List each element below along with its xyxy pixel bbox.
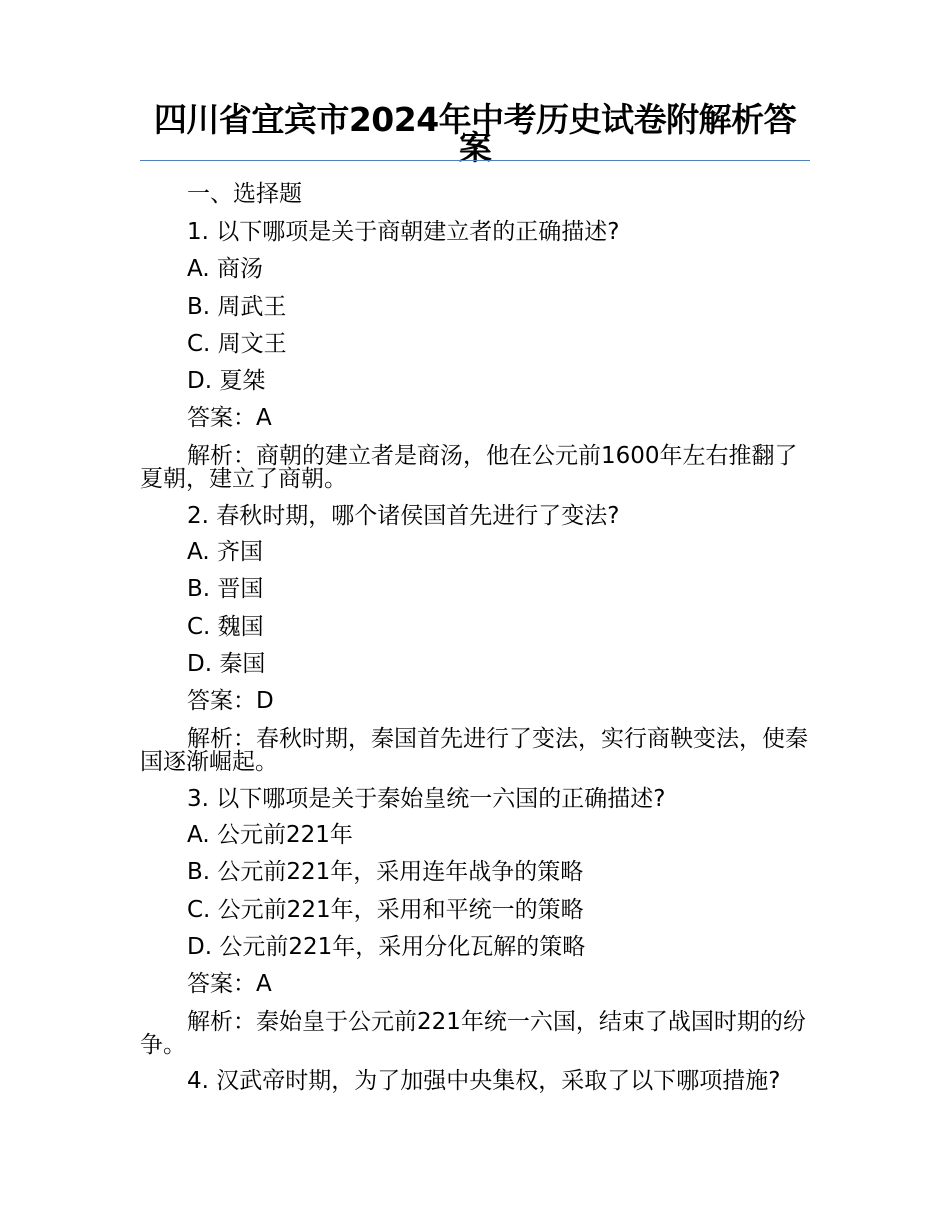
answer-option: D. 秦国 (187, 651, 266, 677)
document-title: 四川省宜宾市2024年中考历史试卷附解析答案 (153, 100, 797, 167)
answer-key: 答案：D (187, 688, 274, 714)
analysis-text: 解析：秦始皇于公元前221年统一六国，结束了战国时期的纷争。 (140, 1009, 806, 1058)
analysis-text: 解析：春秋时期，秦国首先进行了变法，实行商鞅变法，使秦国逐渐崛起。 (140, 726, 808, 775)
question-stem: 2. 春秋时期，哪个诸侯国首先进行了变法? (187, 503, 620, 529)
answer-option: A. 商汤 (187, 256, 263, 282)
answer-option: C. 魏国 (187, 614, 264, 640)
answer-option: B. 公元前221年，采用连年战争的策略 (187, 859, 584, 885)
section-heading: 一、选择题 (187, 181, 302, 207)
answer-option: C. 周文王 (187, 331, 287, 357)
answer-option: B. 晋国 (187, 576, 264, 602)
question-stem: 1. 以下哪项是关于商朝建立者的正确描述? (187, 219, 620, 245)
answer-key: 答案：A (187, 971, 272, 997)
answer-option: A. 公元前221年 (187, 822, 353, 848)
answer-key: 答案：A (187, 405, 272, 431)
answer-option: B. 周武王 (187, 294, 287, 320)
answer-option: C. 公元前221年，采用和平统一的策略 (187, 897, 584, 923)
analysis-text: 解析：商朝的建立者是商汤，他在公元前1600年左右推翻了夏朝，建立了商朝。 (140, 443, 798, 492)
question-stem: 3. 以下哪项是关于秦始皇统一六国的正确描述? (187, 786, 666, 812)
title-underline (140, 160, 810, 161)
question-stem: 4. 汉武帝时期，为了加强中央集权，采取了以下哪项措施? (187, 1068, 781, 1094)
answer-option: A. 齐国 (187, 539, 263, 565)
answer-option: D. 公元前221年，采用分化瓦解的策略 (187, 934, 586, 960)
answer-option: D. 夏桀 (187, 368, 266, 394)
